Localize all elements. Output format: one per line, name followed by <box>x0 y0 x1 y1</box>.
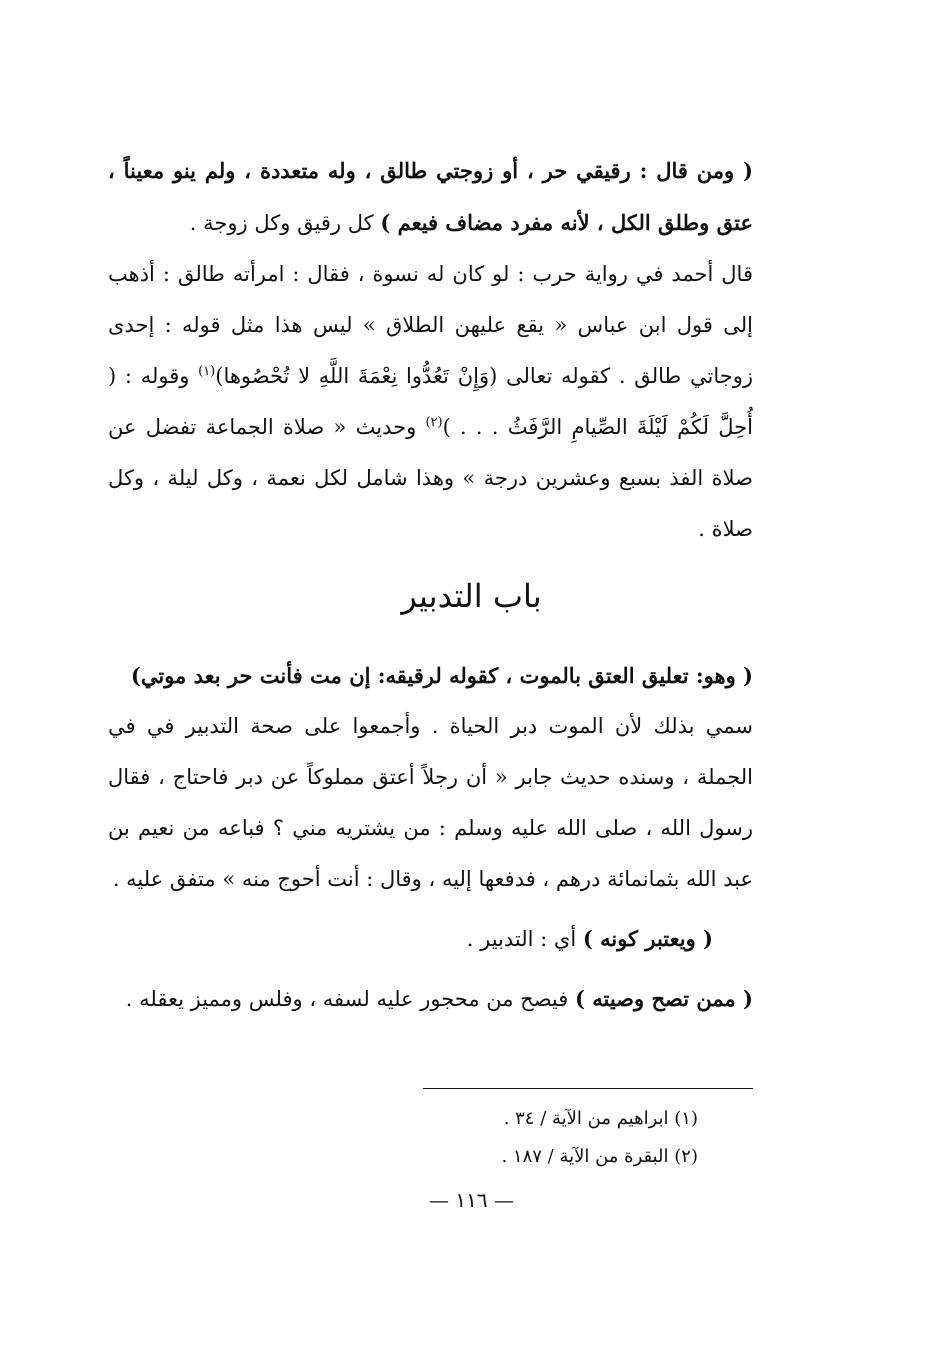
footnote-1: (١) ابراهيم من الآية / ٣٤ . <box>503 1108 698 1129</box>
footnotes <box>298 1100 698 1176</box>
bold-ruling: ( ومن قال : رقيقي حر ، أو زوجتي طالق ، وله متعددة ، ولم ينو معيناً ، عتق وطلق الكل ، لأنه مفرد مضاف فيعم ) <box>108 158 753 235</box>
phrase-rest: فيصح من محجور عليه لسفه ، وفلس ومميز يعقله . <box>125 987 575 1011</box>
phrase-rest: أي : التدبير . <box>466 927 583 951</box>
page-number: — ١١٦ — <box>429 1188 514 1212</box>
paragraph-5 <box>108 973 753 1025</box>
paragraph-1 <box>108 145 753 249</box>
paragraph-4 <box>108 913 753 965</box>
definition-line: ( وهو: تعليق العتق بالموت ، كقوله لرقيقه: إن مت فأنت حر بعد موتي) <box>130 663 753 688</box>
chapter-heading: باب التدبير <box>401 577 542 615</box>
footnote-divider <box>423 1088 753 1089</box>
footnote-marker: (٢) <box>425 415 443 430</box>
bold-phrase: ( ويعتبر كونه ) <box>582 926 713 951</box>
text-run: قال أحمد في رواية حرب : لو كان له نسوة ، فقال : امرأته طالق : أذهب إلى قول ابن عباس « يقع عليهن الطلاق » ليس هذا مثل قوله : إحدى زوجاتي طالق . كقوله تعالى <box>108 262 753 388</box>
text-block-bottom <box>108 650 753 1025</box>
quran-verse: (وَإِنْ تَعُدُّوا نِعْمَةَ اللَّهِ لا تُحْصُوها) <box>215 364 498 388</box>
ruling-rest: كل رقيق وكل زوجة . <box>189 211 381 235</box>
footnote-marker: (١) <box>198 364 216 379</box>
text-block-top <box>108 145 753 555</box>
paragraph-3: سمي بذلك لأن الموت دبر الحياة . وأجمعوا على صحة التدبير في في الجملة ، وسنده حديث جابر « أن رجلاً أعتق مملوكاً عن دبر فاحتاج ، فقال رسول الله ، صلى الله عليه وسلم : من يشتريه مني ؟ فباعه من نعيم بن عبد الله بثمانمائة درهم ، فدفعها إليه ، وقال : أنت أحوج منه » متفق عليه . <box>108 714 753 891</box>
text-run: وحديث « صلاة الجماعة تفضل عن صلاة الفذ بسبع وعشرين درجة » وهذا شامل لكل نعمة ، وكل ليلة ، وكل صلاة . <box>108 415 753 541</box>
paragraph-2 <box>108 249 753 555</box>
text-run: وقوله : <box>116 364 199 388</box>
footnote-2: (٢) البقرة من الآية / ١٨٧ . <box>501 1146 698 1167</box>
bold-phrase: ( ممن تصح وصيته ) <box>574 986 753 1011</box>
quran-verse: ( أُحِلَّ لَكُمْ لَيْلَةَ الصِّيامِ الرَّفَثُ . . . ) <box>108 364 753 439</box>
